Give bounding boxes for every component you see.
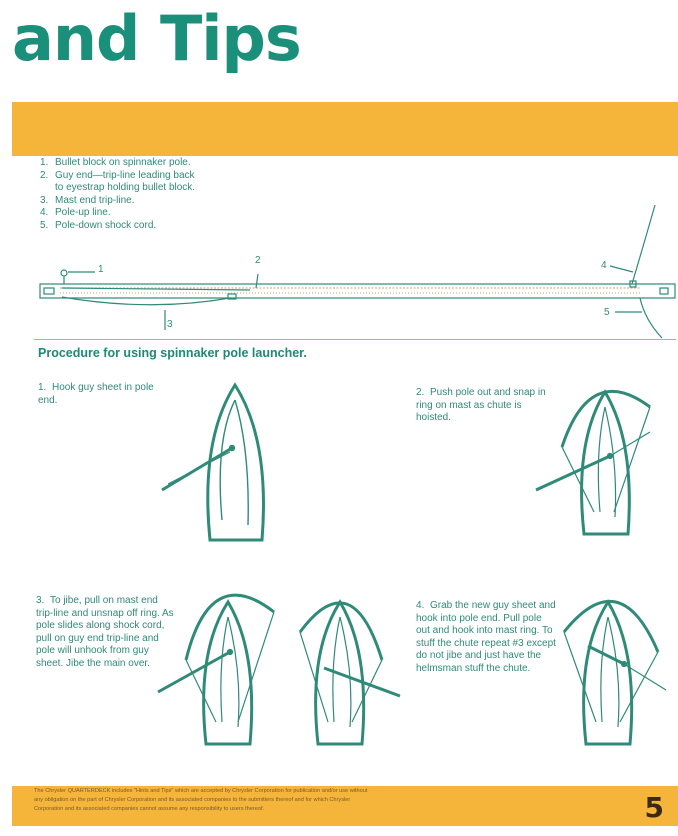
callout-5: 5 <box>604 307 610 318</box>
header-band <box>12 102 678 156</box>
boat-step-4-illustration <box>540 572 678 754</box>
footer-disclaimer: The Chrysler QUARTERDECK includes "Hints and Tips" which are accepted by Chrysler Corporation for publication and/or use without any obligation on the part of Chrysler Corporation and its associated companies to the submitters thereof and for which Chrysler Corporation and its associated companies cannot assume any responsibility to users thereof. <box>34 788 368 812</box>
callout-3: 3 <box>167 319 173 330</box>
step-1-text: 1. Hook guy sheet in pole end. <box>38 382 154 406</box>
boat-step-3-illustration-a <box>150 572 280 754</box>
page-title: and Tips <box>12 2 301 75</box>
boat-step-1-illustration <box>150 380 280 550</box>
procedure-heading: Procedure for using spinnaker pole launcher. <box>38 346 307 360</box>
step-3-text: 3. To jibe, pull on mast end trip-line and unsnap off ring. As pole slides along shock cord, pull on guy end trip-line and pole will unhook from guy sheet. Jibe the main over. <box>36 595 174 669</box>
callout-2: 2 <box>255 255 261 266</box>
step-2-text: 2. Push pole out and snap in ring on mast as chute is hoisted. <box>416 387 546 424</box>
boat-step-2-illustration <box>530 372 678 552</box>
page-number: 5 <box>644 791 664 824</box>
legend-item: 5. Pole-down shock cord. <box>40 219 157 231</box>
legend-item: 4. Pole-up line. <box>40 207 111 218</box>
step-4-text: 4. Grab the new guy sheet and hook into pole end. Pull pole out and hook into mast ring. To stuff the chute repeat #3 except do not jibe and just have the helmsman stuff the chute. <box>416 600 556 674</box>
legend-item: 1. Bullet block on spinnaker pole. <box>40 157 191 168</box>
legend-item: 3. Mast end trip-line. <box>40 194 135 206</box>
legend-item: 2. Guy end—trip-line leading back to eyestrap holding bullet block. <box>40 169 196 193</box>
callout-1: 1 <box>98 264 104 275</box>
boat-step-3-illustration-b <box>282 572 412 754</box>
callout-4: 4 <box>601 260 607 271</box>
section-divider <box>34 339 676 340</box>
